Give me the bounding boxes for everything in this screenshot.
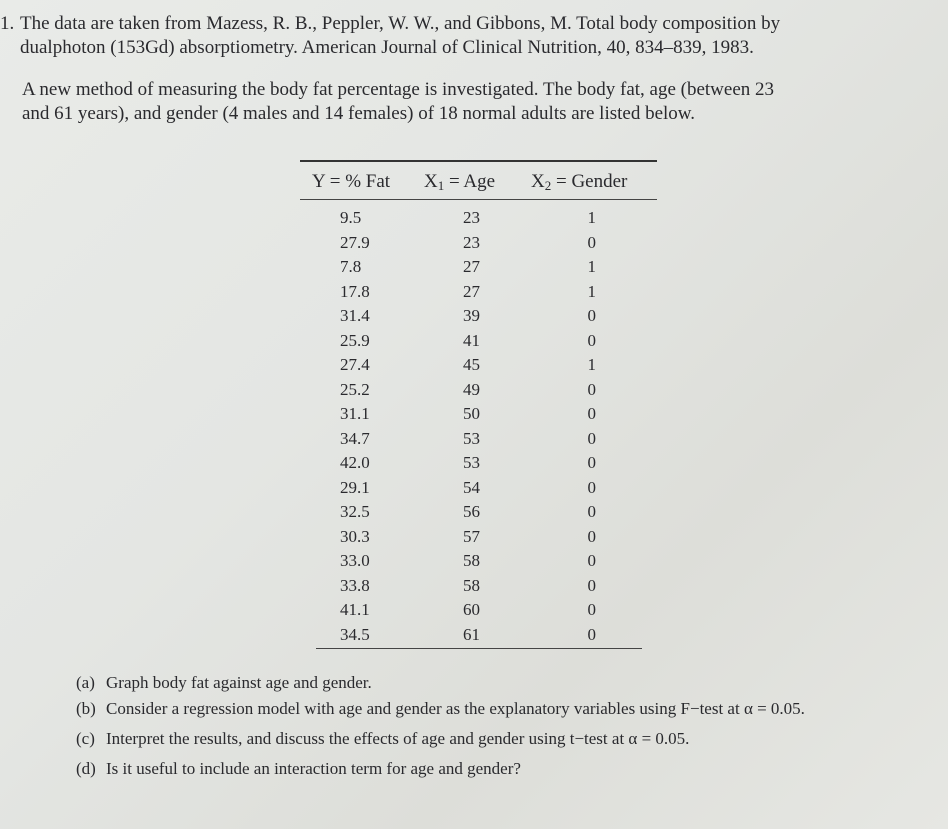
cell-age: 41 (463, 330, 480, 350)
cell-gender: 0 (587, 551, 596, 570)
cell-fat: 25.2 (340, 379, 370, 399)
question-d (76, 758, 936, 780)
cell-gender: 0 (587, 502, 596, 521)
cell-age: 60 (463, 600, 480, 619)
description-line-1: A new method of measuring the body fat percentage is investigated. The body fat, age (between 23 (22, 79, 775, 100)
table-row (300, 231, 657, 256)
cell-fat: 31.1 (340, 404, 370, 423)
question-label: (a) (76, 673, 95, 692)
cell-fat: 33.0 (340, 551, 370, 570)
cell-age: 50 (463, 404, 480, 423)
cell-age: 61 (463, 624, 480, 644)
cell-gender: 1 (587, 355, 596, 374)
table-header-rule (300, 199, 657, 200)
cell-gender: 0 (587, 232, 596, 252)
table-row (300, 476, 657, 501)
table-row (300, 304, 657, 329)
cell-age: 27 (463, 257, 480, 276)
table-row (300, 353, 657, 378)
question-b (76, 698, 936, 720)
description-line-2: and 61 years), and gender (4 males and 14 females) of 18 normal adults are listed below. (22, 103, 696, 124)
cell-gender: 0 (587, 600, 596, 619)
table-row (300, 427, 657, 452)
cell-age: 23 (463, 232, 480, 252)
cell-fat: 29.1 (340, 477, 370, 497)
question-list (76, 672, 936, 780)
cell-fat: 17.8 (340, 281, 370, 301)
cell-gender: 1 (587, 257, 596, 276)
source-citation (0, 12, 940, 60)
cell-fat: 34.5 (340, 624, 370, 644)
cell-age: 54 (463, 477, 480, 497)
problem-description (22, 78, 940, 126)
cell-fat: 27.4 (340, 355, 370, 374)
question-label: (d) (76, 759, 96, 778)
cell-age: 45 (463, 355, 480, 374)
table-row (300, 525, 657, 550)
cell-gender: 1 (587, 208, 596, 227)
table-row (300, 280, 657, 305)
header-gender: $X_2$ = Gender (531, 171, 628, 193)
cell-fat: 30.3 (340, 526, 370, 546)
cell-age: 53 (463, 428, 480, 448)
cell-gender: 0 (587, 624, 596, 644)
cell-age: 56 (463, 502, 480, 521)
table-row (300, 378, 657, 403)
cell-gender: 0 (587, 330, 596, 350)
cell-age: 58 (463, 575, 480, 595)
table-row (300, 402, 657, 427)
cell-fat: 7.8 (340, 257, 362, 276)
cell-gender: 0 (587, 404, 596, 423)
table-row (300, 206, 657, 231)
cell-fat: 41.1 (340, 600, 370, 619)
table-row (300, 598, 657, 623)
cell-gender: 0 (587, 379, 596, 399)
question-a (76, 672, 936, 694)
cell-gender: 0 (587, 575, 596, 595)
cell-age: 49 (463, 379, 480, 399)
cell-age: 57 (463, 526, 480, 546)
cell-fat: 32.5 (340, 502, 370, 521)
question-label: (b) (76, 699, 96, 718)
cell-fat: 34.7 (340, 428, 370, 448)
question-text: Consider a regression model with age and gender as the explanatory variables using F−test at α = 0.05. (106, 699, 805, 718)
header-fat: Y = % Fat (312, 171, 391, 192)
cell-fat: 25.9 (340, 330, 370, 350)
table-row (300, 329, 657, 354)
cell-age: 58 (463, 551, 480, 570)
table-bottom-rule (316, 648, 642, 649)
question-text: Graph body fat against age and gender. (106, 673, 372, 692)
header-age: $X_1$ = Age (424, 171, 496, 193)
table-row (300, 549, 657, 574)
question-text: Interpret the results, and discuss the effects of age and gender using t−test at α = 0.05. (106, 729, 690, 748)
question-text: Is it useful to include an interaction term for age and gender? (106, 759, 521, 778)
cell-gender: 0 (587, 477, 596, 497)
cell-fat: 42.0 (340, 453, 370, 472)
table-row (300, 451, 657, 476)
table-row (300, 255, 657, 280)
cell-gender: 0 (587, 526, 596, 546)
cell-gender: 0 (587, 306, 596, 325)
cell-fat: 27.9 (340, 232, 370, 252)
citation-line-2: dualphoton (153Gd) absorptiometry. American Journal of Clinical Nutrition, 40, 834–839, 1983. (20, 37, 754, 58)
cell-fat: 33.8 (340, 575, 370, 595)
cell-age: 39 (463, 306, 480, 325)
cell-gender: 0 (587, 453, 596, 472)
question-c (76, 728, 936, 750)
cell-age: 23 (463, 208, 480, 227)
table-row (300, 574, 657, 599)
table-top-rule (300, 160, 657, 162)
cell-fat: 31.4 (340, 306, 370, 325)
citation-line-1: The data are taken from Mazess, R. B., Peppler, W. W., and Gibbons, M. Total body composition by (20, 13, 781, 34)
table-body (300, 206, 657, 647)
table-row (300, 623, 657, 648)
cell-gender: 1 (587, 281, 596, 301)
question-label: (c) (76, 729, 95, 748)
cell-age: 53 (463, 453, 480, 472)
cell-gender: 0 (587, 428, 596, 448)
cell-age: 27 (463, 281, 480, 301)
cell-fat: 9.5 (340, 208, 362, 227)
table-row (300, 500, 657, 525)
problem-number: 1. (0, 13, 15, 34)
